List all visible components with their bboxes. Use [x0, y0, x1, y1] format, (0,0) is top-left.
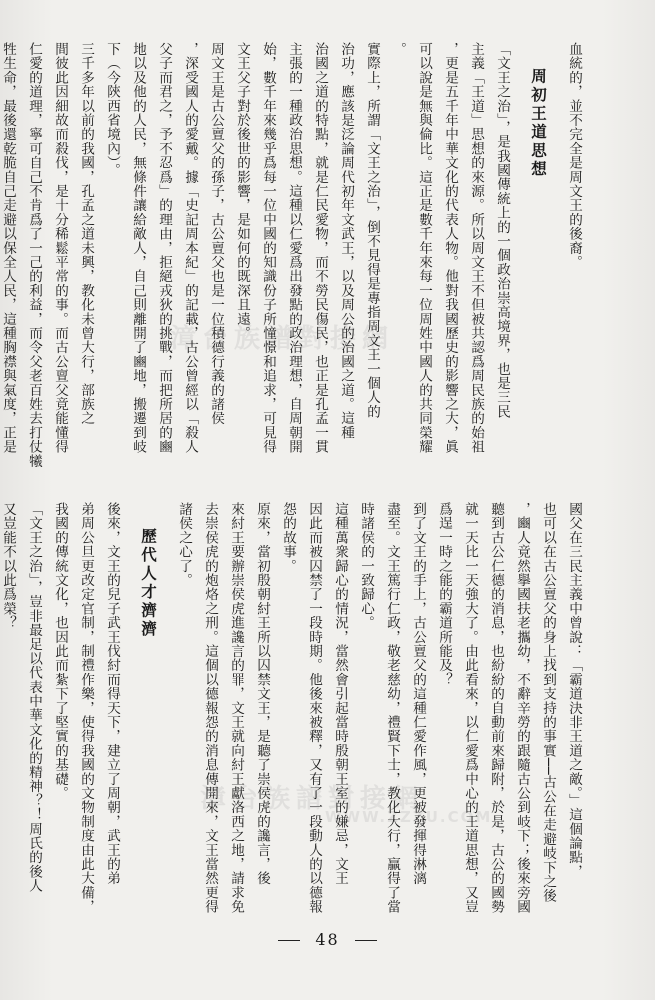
- text-column: 三千多年以前的我國，孔孟之道未興，教化未曾大行，部族之: [78, 42, 94, 426]
- text-column: 就一天比一天強大了。由此看來，以仁愛爲中心的王道思想，又豈: [462, 502, 478, 914]
- text-column: 實際上，所謂「文王之治」，倒不見得是專指周文王一個人的: [364, 42, 380, 419]
- text-column: 文王父子對於後世的影響，是如何的既深且遠。: [234, 42, 250, 341]
- text-column: 周文王是古公亶父的孫子，古公亶父也是一位積德行義的諸侯: [208, 42, 224, 426]
- text-column: ，深受國人的愛戴。據「史記周本紀」的記載，古公曾經以「殺人: [182, 42, 198, 454]
- text-column: 治國之道的特點，就是仁民愛物，而不勞民傷民，也正是孔孟一貫: [312, 42, 328, 454]
- text-column: ，豳人竟然擧國扶老攜幼，不辭辛勞的跟隨古公到岐下；後來旁國: [514, 502, 530, 914]
- text-column: 來紂王要辦崇侯虎進讒言的罪，文王就向紂王獻洛西之地，請求免: [228, 502, 244, 914]
- text-column: 也可以在古公亶父的身上找到支持的事實──古公在走避岐下之後: [540, 502, 556, 903]
- text-column: 可以說是無與倫比。這正是數千年來每一位周姓中國人的共同榮耀: [416, 42, 432, 454]
- text-column: 牲生命，最後還乾脆自己走避以保全人民，這種胸襟與氣度，正是: [0, 42, 16, 454]
- text-column: 下（今陝西省境內）。: [104, 42, 120, 178]
- text-column: 治功，應該是泛論周代初年文武王，以及周公的治國之道。這種: [338, 42, 354, 440]
- text-column: 主張的一種政治思想。這種以仁愛爲出發點的政治理想，自周朝開: [286, 42, 302, 454]
- text-column: 主義「王道」思想的來源。所以周文王不但被共認爲周民族的始祖: [468, 42, 484, 454]
- text-column: 原來，當初殷朝紂王所以囚禁文王，是聽了崇侯虎的讒言，後: [254, 502, 270, 886]
- page-footer: [0, 930, 655, 949]
- text-column: 聽到古公仁德的消息，也紛紛的自動前來歸附，於是，古公的國勢: [488, 502, 504, 914]
- text-column: 這種萬衆歸心的情況，當然會引起當時殷朝王室的嫌忌，文王: [332, 502, 348, 886]
- text-column: 弟周公旦更改定官制，制禮作樂，使得我國的文物制度由此大備，: [78, 502, 94, 914]
- watermark-text: 漳台族譜對接網: [200, 784, 425, 814]
- top-text-section: [0, 42, 587, 468]
- text-column: 後來，文王的兒子武王伐紂而得天下，建立了周朝，武王的弟: [104, 502, 120, 886]
- text-column: 去崇侯虎的炮烙之刑。這個以德報怨的消息傳開來，文王當然更得: [202, 502, 218, 914]
- section-heading: 周初王道思想: [529, 68, 548, 179]
- text-column: 國父在三民主義中曾說：「霸道決非王道之敵。」這個論點，: [566, 502, 582, 879]
- text-column: 仁愛的道理，寧可自己不肯爲了一己的利益，而令父老百姓去打仗犧: [26, 42, 42, 468]
- text-column: 時諸侯的一致歸心。: [358, 502, 374, 630]
- text-column: 間彼此因細故而殺伐，是十分稀鬆平常的事。而古公亶父竟能懂得: [52, 42, 68, 454]
- section-heading: 歷代人才濟濟: [139, 528, 158, 639]
- text-column: 因此而被囚禁了一段時期。他後來被釋，又有了一段動人的以德報: [306, 502, 322, 914]
- text-column: 諸侯之心了。: [176, 502, 192, 588]
- text-column: 父子而君之，予不忍爲」的理由，拒絕戎狄的挑戰，而把所居的豳: [156, 42, 172, 454]
- text-column: 地以及他的人民，無條件讓給敵人，自己則離開了豳地，搬遷到岐: [130, 42, 146, 454]
- text-column: 我國的傳統文化，也因此而紮下了堅實的基礎。: [52, 502, 68, 801]
- bottom-text-section: [0, 502, 587, 914]
- footer-dash-right: [355, 940, 377, 941]
- text-column: 又豈能不以此爲榮？: [0, 502, 16, 630]
- text-column: ，更是五千年中華文化的代表人物。他對我國歷史的影響之大，眞: [442, 42, 458, 454]
- text-column: 怨的故事。: [280, 502, 296, 573]
- footer-dash-left: [278, 940, 300, 941]
- text-column: 爲逞一時之能的霸道所能及？: [436, 502, 452, 687]
- page-number: 48: [315, 930, 340, 949]
- text-column: 到了文王的手上，古公亶父的這種仁愛作風，更被發揮得淋漓: [410, 502, 426, 886]
- text-column: 血統的，並不完全是周文王的後裔。: [566, 42, 582, 270]
- text-column: 「文王之治」，豈非最足以代表中華文化的精神？！周氏的後人: [26, 502, 42, 893]
- text-column: 。: [390, 42, 406, 57]
- watermark-url: WWW.ZZZU.COM: [325, 808, 493, 826]
- text-column: 盡至。文王篤行仁政，敬老慈幼，禮賢下士，教化大行，贏得了當: [384, 502, 400, 914]
- text-column: 始，數千年來幾乎爲每一位中國的知識份子所憧憬和追求，可見得: [260, 42, 276, 454]
- text-column: 「文王之治」，是我國傳統上的一個政治崇高境界，也是三民: [494, 42, 510, 419]
- watermark-text: 漳台族譜對接網: [170, 324, 395, 354]
